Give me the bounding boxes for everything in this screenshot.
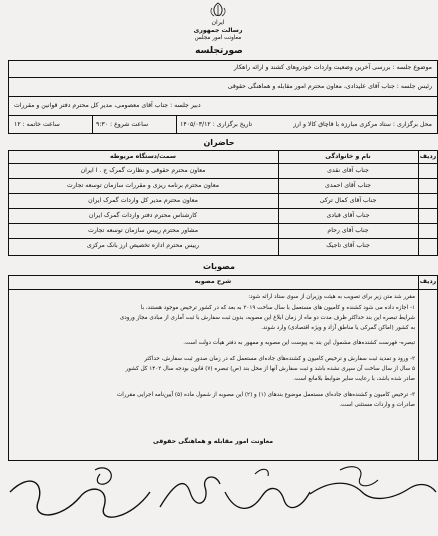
attendees-title: حاضران xyxy=(203,138,235,147)
meeting-end-time: ساعت خاتمه : ۱۲ xyxy=(14,121,60,128)
attendee-post: معاون محترم مدیر کل واردات گمرک ایران xyxy=(88,197,198,204)
resolutions-title: مصوبات xyxy=(203,262,235,271)
resolution-intro: مقرر شد متن زیر برای تصویب به هیئت وزیران از سوی ستاد ارائه شود: xyxy=(248,294,415,300)
attendee-name: جناب آقای نقدی xyxy=(327,167,369,174)
attendee-post: مشاور محترم رییس سازمان توسعه تجارت xyxy=(87,227,199,234)
meeting-location: محل برگزاری : ستاد مرکزی مبارزه با قاچاق کالا و ارز xyxy=(293,121,432,128)
resolution-p2-line: ۲- ورود و تمدید ثبت سفارش و ترخیص کامیون و کشنده‌های جاده‌ای مستعمل که در زمان صدور ثبت سفارش، حداکثر xyxy=(144,356,415,362)
org-line-2: معاونت امور مجلس xyxy=(194,35,242,41)
emblem-logo xyxy=(204,2,232,18)
resolution-p2-line: صادر شده باشد، با رعایت سایر ضوابط بلامانع است. xyxy=(293,376,415,382)
resolution-footer: معاونت امور مقابله و هماهنگی حقوقی xyxy=(152,438,274,445)
resolution-p1-line: ۱- اجازه داده می شود کشنده و کامیون های مستعمل با سال ساخت ۲۰۱۹ به بعد که در کشور ترخیص موجود هستند، با xyxy=(140,305,415,311)
meeting-date: تاریخ برگزاری : ۱۴۰۵/۰۳/۱۲ xyxy=(180,121,253,128)
meeting-start-time: ساعت شروع : ۹:۳۰ xyxy=(96,121,149,128)
attendee-name: جناب آقای کمال ترکی xyxy=(319,197,377,204)
attendees-col-name: نام و خانوادگی xyxy=(325,153,371,160)
attendee-name: جناب آقای احمدی xyxy=(325,182,371,189)
meeting-subject: موضوع جلسه : بررسی آخرین وضعیت واردات خودروهای کشند و ارائه راهکار xyxy=(233,64,432,71)
resolutions-col-row: ردیف xyxy=(419,278,437,285)
resolution-p3-line: ۳- ترخیص کامیون و کشنده‌های جاده‌ای مستعمل موضوع بندهای (۱) و (۲) این مصوبه از شمول ماده (۵) آیین‌نامه اجرایی مقررات xyxy=(116,392,415,398)
emblem-caption: ایران xyxy=(211,19,225,26)
meeting-chair: رئیس جلسه : جناب آقای علیدادی، معاون محترم امور مقابله و هماهنگی حقوقی xyxy=(227,83,432,90)
attendees-col-row: ردیف xyxy=(419,153,437,160)
resolution-p1-line: به کشور (اماکن گمرکی یا مناطق آزاد و ویژه اقتصادی) وارد شوند. xyxy=(261,325,415,331)
attendee-post: معاون محترم حقوقی و نظارت گمرک ج . ا ایران xyxy=(80,167,206,174)
attendee-name: جناب آقای رحام xyxy=(327,227,369,234)
page-title: صورتجلسه xyxy=(195,46,243,56)
attendees-col-post: سمت/دستگاه مربوطه xyxy=(109,153,177,160)
resolution-p2-line: ۵ سال از سال ساخت آن سپری نشده باشد و ثبت سفارش آنها از محل بند (ص) تبصره (۷) قانون بودجه سال ۱۴۰۲ کل کشور xyxy=(125,366,415,372)
resolution-p1-note: تبصره- فهرست کشنده‌های مشمول این بند به پیوست این مصوبه و ممهور به دفتر هیأت دولت است. xyxy=(183,340,415,346)
resolution-p3-line: صادرات و واردات مستثنی است. xyxy=(339,402,415,408)
attendee-name: جناب آقای قبادی xyxy=(326,212,370,219)
attendee-name: جناب آقای تاجیک xyxy=(326,242,370,249)
resolution-p1-line: شرایط تبصره این بند حداکثر ظرف مدت دو ماه از زمان ابلاغ این مصوبه، بدون ثبت سفارش با ثبت آماری از مبادی مجاز ورودی xyxy=(119,315,415,321)
attendee-post: رییس محترم اداره تخصیص ارز بانک مرکزی xyxy=(86,242,200,249)
attendee-post: کارشناس محترم دفتر واردات گمرک ایران xyxy=(88,212,198,219)
attendee-post: معاون محترم برنامه ریزی و مقررات سازمان توسعه تجارت xyxy=(66,182,220,189)
org-line-1: رسالت جمهوری xyxy=(193,27,243,34)
meeting-secretary: دبیر جلسه : جناب آقای معصومی، مدیر کل محترم دفتر قوانین و مقررات xyxy=(14,102,201,109)
resolutions-col-body: شرح مصوبه xyxy=(194,278,232,285)
signatures xyxy=(0,462,438,536)
